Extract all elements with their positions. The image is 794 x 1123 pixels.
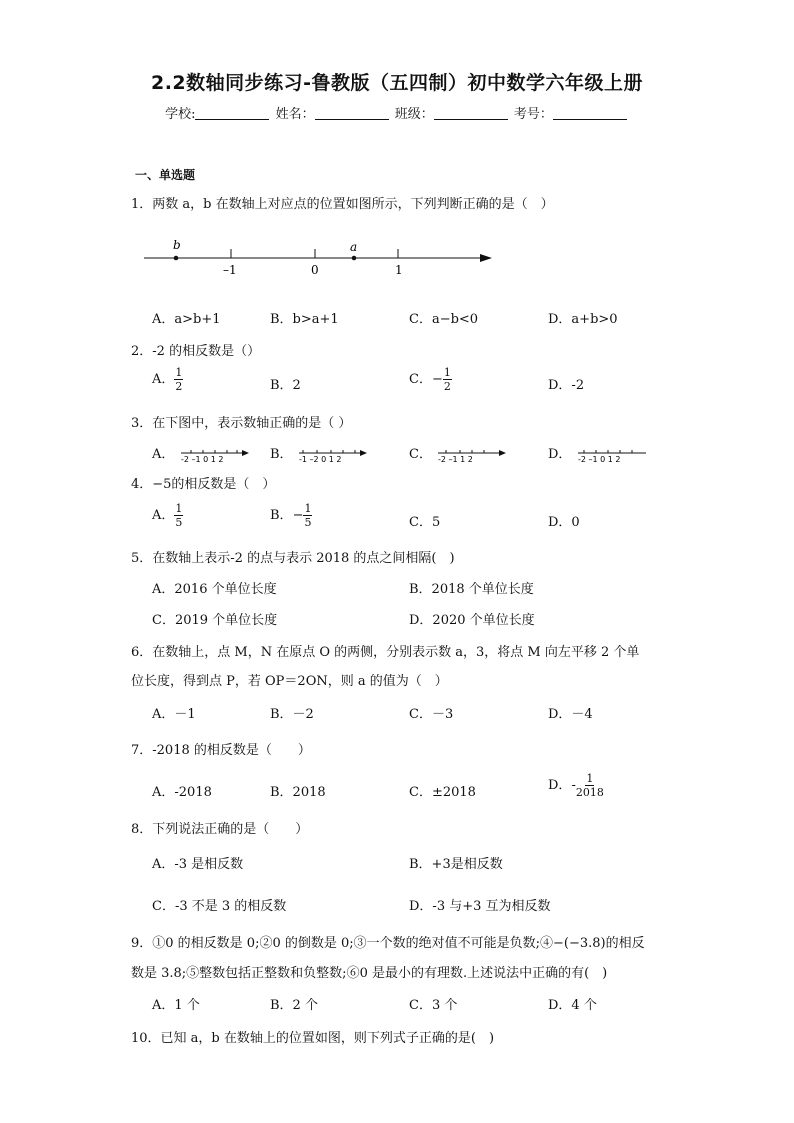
mini-number-line-d xyxy=(576,447,648,463)
q9-text-line2: 数是 3.8;⑤整数包括正整数和负整数;⑥0 是最小的有理数.上述说法中正确的有( ) xyxy=(131,966,608,981)
fraction: $\frac{1}{2018}$ xyxy=(575,772,604,799)
q1-option-d[interactable]: D．a+b>0 xyxy=(548,312,618,327)
tick-label-zero: 0 xyxy=(311,263,319,277)
point-b xyxy=(174,256,179,261)
label-a: a xyxy=(350,240,358,254)
q5-text: 5．在数轴上表示-2 的点与表示 2018 的点之间相隔( ) xyxy=(131,551,455,566)
q8-option-d[interactable]: D．-3 与+3 互为相反数 xyxy=(409,899,551,914)
q9-option-a[interactable]: A．1 个 xyxy=(152,998,200,1013)
page-title: 2.2数轴同步练习-鲁教版（五四制）初中数学六年级上册 xyxy=(150,72,644,94)
q3-option-c[interactable]: C． -2 –1 1 2 xyxy=(409,443,508,463)
arrow-icon xyxy=(499,450,506,456)
exam-no-blank[interactable] xyxy=(553,107,627,120)
q3-option-a[interactable]: A． -2 –1 0 1 2 xyxy=(152,443,251,463)
student-info-row xyxy=(0,103,794,122)
q6-option-a[interactable]: A．－1 xyxy=(152,707,196,722)
exam-no-label: 考号： xyxy=(513,107,553,122)
q5-option-a[interactable]: A．2016 个单位长度 xyxy=(152,582,277,597)
q8-option-a[interactable]: A．-3 是相反数 xyxy=(152,857,244,872)
q7-text: 7．-2018 的相反数是（ ） xyxy=(131,743,311,758)
svg-text:-2 –1 0 1 2: -2 –1 0 1 2 xyxy=(577,454,621,463)
q9-text-line1: 9．①0 的相反数是 0;②0 的倒数是 0;③一个数的绝对值不可能是负数;④−(−3.8)的相反 xyxy=(131,936,645,951)
arrow-icon xyxy=(360,450,367,456)
q6-option-c[interactable]: C．－3 xyxy=(409,707,454,722)
q8-option-c[interactable]: C．-3 不是 3 的相反数 xyxy=(152,899,287,914)
mini-number-line-b xyxy=(297,447,369,463)
school-label: 学校: xyxy=(165,107,196,122)
q2-option-d[interactable]: D．-2 xyxy=(548,378,585,393)
q2-option-a[interactable]: A． $\frac{1}{2}$ xyxy=(152,366,183,393)
point-a xyxy=(352,256,357,261)
class-label: 班级： xyxy=(394,107,434,122)
q5-option-c[interactable]: C．2019 个单位长度 xyxy=(152,613,278,628)
q9-option-b[interactable]: B．2 个 xyxy=(270,998,318,1013)
q4-option-a[interactable]: A． $\frac{1}{5}$ xyxy=(152,502,183,529)
q3-option-b[interactable]: B． -1 –2 0 1 2 xyxy=(270,443,369,463)
q3-text: 3．在下图中，表示数轴正确的是（ ） xyxy=(131,416,352,431)
q5-option-d[interactable]: D．2020 个单位长度 xyxy=(409,613,535,628)
q4-option-c[interactable]: C．5 xyxy=(409,515,441,530)
fraction: $\frac{1}{2}$ xyxy=(175,366,183,393)
tick-label-one: 1 xyxy=(395,263,403,277)
mini-number-line-c xyxy=(436,447,508,463)
name-label: 姓名： xyxy=(275,107,315,122)
q9-option-d[interactable]: D．4 个 xyxy=(548,998,597,1013)
school-blank[interactable] xyxy=(195,107,269,120)
q7-option-a[interactable]: A．-2018 xyxy=(152,785,212,800)
q4-option-d[interactable]: D．0 xyxy=(548,515,580,530)
fraction: $\frac{1}{2}$ xyxy=(443,366,451,393)
svg-text:-2 –1 0 1 2: -2 –1 0 1 2 xyxy=(180,454,224,463)
arrow-icon xyxy=(480,254,492,262)
q1-number-line xyxy=(140,232,500,280)
q5-option-b[interactable]: B．2018 个单位长度 xyxy=(409,582,534,597)
q8-option-b[interactable]: B．+3是相反数 xyxy=(409,857,503,872)
q10-text: 10．已知 a，b 在数轴上的位置如图，则下列式子正确的是( ) xyxy=(131,1031,495,1046)
q9-option-c[interactable]: C．3 个 xyxy=(409,998,458,1013)
q1-option-b[interactable]: B．b>a+1 xyxy=(270,312,339,327)
q4-text: 4．−5的相反数是（ ） xyxy=(131,477,276,492)
q1-option-c[interactable]: C．a−b<0 xyxy=(409,312,479,327)
tick-label-minus-one: –1 xyxy=(223,263,237,277)
fraction: $\frac{1}{5}$ xyxy=(304,502,312,529)
q2-option-c[interactable]: C．− $\frac{1}{2}$ xyxy=(409,366,451,393)
svg-text:-1 –2 0 1 2: -1 –2 0 1 2 xyxy=(298,454,342,463)
q7-option-d[interactable]: D．- $\frac{1}{2018}$ xyxy=(548,772,604,799)
q6-text-line1: 6．在数轴上，点 M，N 在原点 O 的两侧，分别表示数 a，3，将点 M 向左平移 2 个单 xyxy=(131,645,640,660)
q2-text: 2．-2 的相反数是（） xyxy=(131,344,261,359)
q8-text: 8．下列说法正确的是（ ） xyxy=(131,822,309,837)
q4-option-b[interactable]: B．− $\frac{1}{5}$ xyxy=(270,502,312,529)
name-blank[interactable] xyxy=(315,107,389,120)
q3-option-d[interactable]: D． -2 –1 0 1 2 xyxy=(548,443,648,463)
fraction: $\frac{1}{5}$ xyxy=(175,502,183,529)
mini-number-line-a xyxy=(179,447,251,463)
q1-option-a[interactable]: A．a>b+1 xyxy=(152,312,221,327)
q7-option-b[interactable]: B．2018 xyxy=(270,785,326,800)
section-heading: 一、单选题 xyxy=(135,168,196,182)
q7-option-c[interactable]: C．±2018 xyxy=(409,785,476,800)
q6-text-line2: 位长度，得到点 P，若 OP＝2ON，则 a 的值为（ ） xyxy=(131,674,448,689)
q6-option-d[interactable]: D．－4 xyxy=(548,707,593,722)
class-blank[interactable] xyxy=(434,107,508,120)
q1-text: 1．两数 a，b 在数轴上对应点的位置如图所示，下列判断正确的是（ ） xyxy=(131,197,554,212)
q6-option-b[interactable]: B．－2 xyxy=(270,707,314,722)
q2-option-b[interactable]: B．2 xyxy=(270,378,301,393)
arrow-icon xyxy=(242,450,249,456)
svg-text:-2 –1 1 2: -2 –1 1 2 xyxy=(438,454,473,463)
label-b: b xyxy=(173,238,181,252)
